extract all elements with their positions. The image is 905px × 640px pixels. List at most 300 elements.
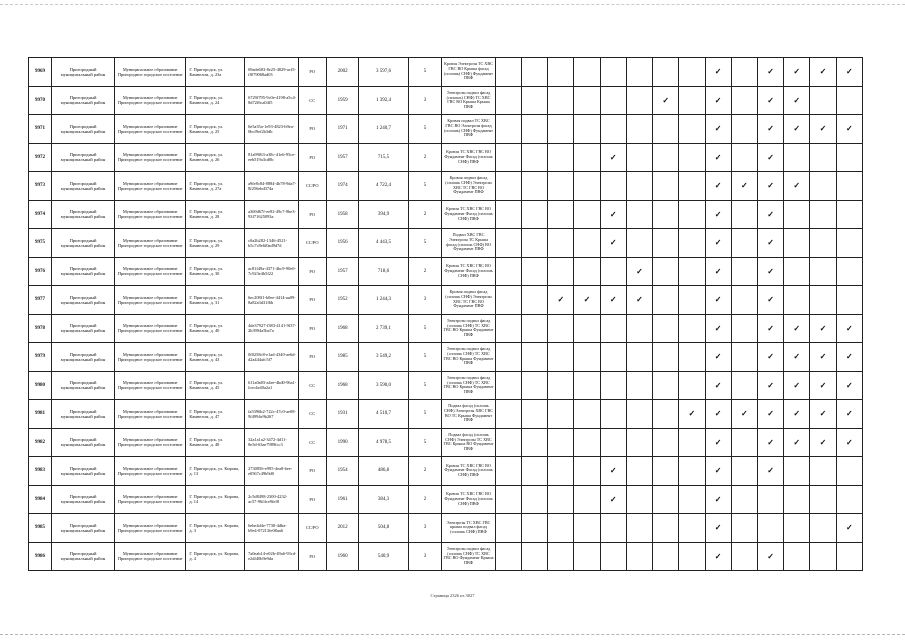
table-row xyxy=(29,115,863,144)
address-cell: Г. Пригородск, ул. Камнелом, д. 28 xyxy=(186,200,245,229)
empty-cell xyxy=(731,371,757,400)
area-cell: 486,8 xyxy=(359,457,408,486)
settlement-cell: Муниципальное образование Пригородное городское поселение xyxy=(115,514,186,543)
wall-type-cell: СС xyxy=(298,86,326,115)
empty-cell xyxy=(679,343,705,372)
check-mark-cell: ✓ xyxy=(600,286,626,315)
check-mark-cell: ✓ xyxy=(757,542,783,571)
floors-cell: 2 xyxy=(408,257,442,286)
empty-cell xyxy=(574,371,600,400)
floors-cell: 5 xyxy=(408,115,442,144)
row-number: 9977 xyxy=(29,286,52,315)
empty-cell xyxy=(626,514,652,543)
row-number: 9980 xyxy=(29,371,52,400)
check-mark-cell: ✓ xyxy=(757,428,783,457)
works-list-cell: Электроэн подвал фасад (сплошь СНФ) ТС ХВС ГВС ВО Крыша Фундамент ПВФ xyxy=(442,371,496,400)
house-id-cell: 611a0a83-a4ee-4bd0-96a1-fcec4e40a2a1 xyxy=(245,371,299,400)
empty-cell xyxy=(679,457,705,486)
wall-type-cell: РО xyxy=(298,314,326,343)
check-mark-cell: ✓ xyxy=(653,86,679,115)
check-mark-cell: ✓ xyxy=(705,172,731,201)
footer-stamp: Страница 2326 из 3027 xyxy=(430,593,475,598)
empty-cell xyxy=(600,371,626,400)
check-mark-cell: ✓ xyxy=(600,200,626,229)
settlement-cell: Муниципальное образование Пригородное городское поселение xyxy=(115,314,186,343)
settlement-cell: Муниципальное образование Пригородное городское поселение xyxy=(115,400,186,429)
area-cell: 4 443,5 xyxy=(359,229,408,258)
year-cell: 1990 xyxy=(326,428,359,457)
empty-cell xyxy=(495,485,521,514)
empty-cell xyxy=(521,229,547,258)
settlement-cell: Муниципальное образование Пригородное городское поселение xyxy=(115,172,186,201)
empty-cell xyxy=(495,371,521,400)
address-cell: Г. Пригородск, ул. Камнелом, д. 24 xyxy=(186,86,245,115)
check-mark-cell: ✓ xyxy=(705,514,731,543)
empty-cell xyxy=(548,343,574,372)
scan-edge-top xyxy=(0,4,905,5)
table-row xyxy=(29,542,863,571)
empty-cell xyxy=(679,428,705,457)
floors-cell: 2 xyxy=(408,200,442,229)
check-mark-cell: ✓ xyxy=(757,257,783,286)
row-number: 9983 xyxy=(29,457,52,486)
address-cell: Г. Пригородск, ул. Кирова, д. 4 xyxy=(186,542,245,571)
empty-cell xyxy=(548,172,574,201)
empty-cell xyxy=(653,286,679,315)
settlement-cell: Муниципальное образование Пригородное городское поселение xyxy=(115,457,186,486)
check-mark-cell: ✓ xyxy=(757,457,783,486)
empty-cell xyxy=(521,143,547,172)
table-row xyxy=(29,172,863,201)
empty-cell xyxy=(600,172,626,201)
empty-cell xyxy=(600,343,626,372)
empty-cell xyxy=(574,400,600,429)
empty-cell xyxy=(626,200,652,229)
settlement-cell: Муниципальное образование Пригородное городское поселение xyxy=(115,343,186,372)
empty-cell xyxy=(836,457,862,486)
empty-cell xyxy=(495,314,521,343)
empty-cell xyxy=(548,314,574,343)
area-cell: 4 978,5 xyxy=(359,428,408,457)
check-mark-cell: ✓ xyxy=(705,200,731,229)
empty-cell xyxy=(784,200,810,229)
check-mark-cell: ✓ xyxy=(757,400,783,429)
floors-cell: 2 xyxy=(408,143,442,172)
settlement-cell: Муниципальное образование Пригородное городское поселение xyxy=(115,257,186,286)
works-list-cell: Электроэн подвал фасад (сплошь СНФ) ТС ХВС ГВС ВО Крыша Фундамент ПВФ xyxy=(442,314,496,343)
empty-cell xyxy=(653,400,679,429)
wall-type-cell: РО xyxy=(298,200,326,229)
table-row xyxy=(29,485,863,514)
floors-cell: 5 xyxy=(408,172,442,201)
empty-cell xyxy=(626,542,652,571)
district-cell: Пригородный муниципальный район xyxy=(52,314,115,343)
floors-cell: 3 xyxy=(408,286,442,315)
check-mark-cell: ✓ xyxy=(705,257,731,286)
row-number: 9981 xyxy=(29,400,52,429)
check-mark-cell: ✓ xyxy=(836,343,862,372)
table-row xyxy=(29,86,863,115)
floors-cell: 2 xyxy=(408,457,442,486)
area-cell: 1 244,3 xyxy=(359,286,408,315)
empty-cell xyxy=(626,400,652,429)
check-mark-cell: ✓ xyxy=(705,58,731,87)
empty-cell xyxy=(521,200,547,229)
check-mark-cell: ✓ xyxy=(705,86,731,115)
empty-cell xyxy=(653,58,679,87)
check-mark-cell: ✓ xyxy=(548,286,574,315)
check-mark-cell: ✓ xyxy=(705,143,731,172)
district-cell: Пригородный муниципальный район xyxy=(52,143,115,172)
scan-edge-bottom xyxy=(0,634,905,635)
empty-cell xyxy=(626,172,652,201)
empty-cell xyxy=(521,514,547,543)
row-number: 9970 xyxy=(29,86,52,115)
settlement-cell: Муниципальное образование Пригородное городское поселение xyxy=(115,229,186,258)
empty-cell xyxy=(521,172,547,201)
empty-cell xyxy=(679,58,705,87)
settlement-cell: Муниципальное образование Пригородное городское поселение xyxy=(115,86,186,115)
check-mark-cell: ✓ xyxy=(836,428,862,457)
district-cell: Пригородный муниципальный район xyxy=(52,86,115,115)
year-cell: 1958 xyxy=(326,200,359,229)
house-id-cell: 32a1a1a2-3472-4d11-8e5d-63ae7989fcc3 xyxy=(245,428,299,457)
empty-cell xyxy=(731,229,757,258)
empty-cell xyxy=(731,542,757,571)
district-cell: Пригородный муниципальный район xyxy=(52,229,115,258)
wall-type-cell: РО xyxy=(298,115,326,144)
empty-cell xyxy=(653,115,679,144)
address-cell: Г. Пригородск, ул. Камнелом, д. 27а xyxy=(186,172,245,201)
empty-cell xyxy=(495,172,521,201)
check-mark-cell: ✓ xyxy=(757,229,783,258)
empty-cell xyxy=(574,542,600,571)
settlement-cell: Муниципальное образование Пригородное городское поселение xyxy=(115,542,186,571)
check-mark-cell: ✓ xyxy=(705,343,731,372)
year-cell: 1957 xyxy=(326,257,359,286)
empty-cell xyxy=(731,86,757,115)
empty-cell xyxy=(600,542,626,571)
empty-cell xyxy=(548,514,574,543)
floors-cell: 3 xyxy=(408,514,442,543)
check-mark-cell: ✓ xyxy=(705,485,731,514)
address-cell: Г. Пригородск, ул. Камнелом, д. 47 xyxy=(186,400,245,429)
empty-cell xyxy=(731,115,757,144)
row-number: 9979 xyxy=(29,343,52,372)
empty-cell xyxy=(653,485,679,514)
check-mark-cell: ✓ xyxy=(679,400,705,429)
check-mark-cell: ✓ xyxy=(757,58,783,87)
empty-cell xyxy=(836,229,862,258)
empty-cell xyxy=(810,143,836,172)
empty-cell xyxy=(731,343,757,372)
empty-cell xyxy=(626,485,652,514)
table-row xyxy=(29,514,863,543)
table-row xyxy=(29,343,863,372)
address-cell: Г. Пригородск, ул. Камнелом, д. 45 xyxy=(186,371,245,400)
empty-cell xyxy=(653,343,679,372)
address-cell: Г. Пригородск, ул. Кирова, д. 13 xyxy=(186,457,245,486)
empty-cell xyxy=(836,172,862,201)
works-list-cell: Кровля подвал фасад (сплошь СНФ) Электроэн ХВС ТС ГВС ВО Фундамент ПВФ xyxy=(442,172,496,201)
area-cell: 384,3 xyxy=(359,485,408,514)
empty-cell xyxy=(836,286,862,315)
empty-cell xyxy=(548,229,574,258)
empty-cell xyxy=(836,143,862,172)
address-cell: Г. Пригородск, ул. Камнелом, д. 23а xyxy=(186,58,245,87)
year-cell: 2012 xyxy=(326,514,359,543)
empty-cell xyxy=(810,86,836,115)
year-cell: 1974 xyxy=(326,172,359,201)
housing-register-table xyxy=(28,57,863,571)
area-cell: 4 722,4 xyxy=(359,172,408,201)
settlement-cell: Муниципальное образование Пригородное городское поселение xyxy=(115,143,186,172)
empty-cell xyxy=(626,428,652,457)
empty-cell xyxy=(810,514,836,543)
empty-cell xyxy=(626,115,652,144)
empty-cell xyxy=(548,86,574,115)
empty-cell xyxy=(784,143,810,172)
house-id-cell: 4de37927-f383-4141-9f37-2b3994a5ba7a xyxy=(245,314,299,343)
year-cell: 1957 xyxy=(326,143,359,172)
empty-cell xyxy=(731,58,757,87)
works-list-cell: Кровля ТС ХВС ГВС ВО Фундамент Фасад (сплошь СНФ) ПВФ xyxy=(442,257,496,286)
empty-cell xyxy=(548,400,574,429)
wall-type-cell: СС/РО xyxy=(298,229,326,258)
check-mark-cell: ✓ xyxy=(705,400,731,429)
check-mark-cell: ✓ xyxy=(600,485,626,514)
empty-cell xyxy=(521,86,547,115)
area-cell: 3 590,0 xyxy=(359,371,408,400)
empty-cell xyxy=(653,428,679,457)
empty-cell xyxy=(495,58,521,87)
check-mark-cell: ✓ xyxy=(600,229,626,258)
empty-cell xyxy=(679,229,705,258)
address-cell: Г. Пригородск, ул. Кирова, д. 3 xyxy=(186,514,245,543)
empty-cell xyxy=(731,314,757,343)
check-mark-cell: ✓ xyxy=(600,457,626,486)
district-cell: Пригородный муниципальный район xyxy=(52,457,115,486)
empty-cell xyxy=(626,229,652,258)
empty-cell xyxy=(495,229,521,258)
floors-cell: 2 xyxy=(408,485,442,514)
check-mark-cell: ✓ xyxy=(784,115,810,144)
empty-cell xyxy=(731,457,757,486)
empty-cell xyxy=(495,542,521,571)
address-cell: Г. Пригородск, ул. Камнелом, д. 43 xyxy=(186,343,245,372)
check-mark-cell: ✓ xyxy=(757,286,783,315)
works-list-cell: Подвал ХВС ГВС Электроэн ТС Крыша фасад (сплошь СНФ) ВО Фундамент ПВФ xyxy=(442,229,496,258)
empty-cell xyxy=(731,143,757,172)
wall-type-cell: РО xyxy=(298,58,326,87)
empty-cell xyxy=(574,485,600,514)
check-mark-cell: ✓ xyxy=(810,400,836,429)
check-mark-cell: ✓ xyxy=(731,400,757,429)
empty-cell xyxy=(495,115,521,144)
empty-cell xyxy=(679,86,705,115)
works-list-cell: Кровля подвал ТС ХВС ГВС ВО Электроэн фасад (сплошь) СНФ) Фундамент ПВФ xyxy=(442,115,496,144)
empty-cell xyxy=(731,428,757,457)
house-id-cell: 6729f795-9c0e-4198-a5c4-8d72f6ca04f5 xyxy=(245,86,299,115)
settlement-cell: Муниципальное образование Пригородное городское поселение xyxy=(115,286,186,315)
empty-cell xyxy=(731,485,757,514)
empty-cell xyxy=(495,200,521,229)
works-list-cell: Кровля ТС ХВС ГВС ВО Фундамент Фасад (сплошь СНФ) ПВФ xyxy=(442,143,496,172)
table-row xyxy=(29,200,863,229)
works-list-cell: Кровля ТС ХВС ГВС ВО Фундамент Фасад (сплошь СНФ) ПВФ xyxy=(442,200,496,229)
wall-type-cell: СС/РО xyxy=(298,172,326,201)
district-cell: Пригородный муниципальный район xyxy=(52,542,115,571)
empty-cell xyxy=(653,172,679,201)
year-cell: 1952 xyxy=(326,286,359,315)
check-mark-cell: ✓ xyxy=(784,58,810,87)
wall-type-cell: СС/РО xyxy=(298,514,326,543)
district-cell: Пригородный муниципальный район xyxy=(52,172,115,201)
works-list-cell: Подвал фасад (сплошь СНФ) Электроэн ХВС ГВС ВО ТС Крыша Фундамент ПВФ xyxy=(442,400,496,429)
house-id-cell: 69ade683-8e25-4829-acf5-ff079068ad03 xyxy=(245,58,299,87)
floors-cell: 5 xyxy=(408,229,442,258)
empty-cell xyxy=(600,314,626,343)
area-cell: 1 240,7 xyxy=(359,115,408,144)
empty-cell xyxy=(626,457,652,486)
house-id-cell: a9fe8c84-8884-4b78-9da7-8f256ebd374a xyxy=(245,172,299,201)
empty-cell xyxy=(784,485,810,514)
address-cell: Г. Пригородск, ул. Камнелом, д. 48 xyxy=(186,428,245,457)
address-cell: Г. Пригородск, ул. Камнелом, д. 25 xyxy=(186,115,245,144)
table-row xyxy=(29,229,863,258)
check-mark-cell: ✓ xyxy=(836,58,862,87)
district-cell: Пригородный муниципальный район xyxy=(52,115,115,144)
floors-cell: 5 xyxy=(408,400,442,429)
year-cell: 1954 xyxy=(326,457,359,486)
empty-cell xyxy=(836,257,862,286)
empty-cell xyxy=(653,514,679,543)
area-cell: 2 739,1 xyxy=(359,314,408,343)
district-cell: Пригородный муниципальный район xyxy=(52,200,115,229)
empty-cell xyxy=(521,485,547,514)
check-mark-cell: ✓ xyxy=(626,286,652,315)
empty-cell xyxy=(836,485,862,514)
empty-cell xyxy=(810,457,836,486)
area-cell: 3 549,2 xyxy=(359,343,408,372)
empty-cell xyxy=(574,314,600,343)
row-number: 9986 xyxy=(29,542,52,571)
empty-cell xyxy=(626,143,652,172)
settlement-cell: Муниципальное образование Пригородное городское поселение xyxy=(115,200,186,229)
address-cell: Г. Пригородск, ул. Камнелом, д. 40 xyxy=(186,314,245,343)
empty-cell xyxy=(679,115,705,144)
settlement-cell: Муниципальное образование Пригородное городское поселение xyxy=(115,58,186,87)
check-mark-cell: ✓ xyxy=(626,257,652,286)
empty-cell xyxy=(679,514,705,543)
empty-cell xyxy=(548,371,574,400)
check-mark-cell: ✓ xyxy=(836,514,862,543)
check-mark-cell: ✓ xyxy=(810,115,836,144)
year-cell: 1971 xyxy=(326,115,359,144)
area-cell: 394,9 xyxy=(359,200,408,229)
house-id-cell: 0f0258c8-e1ad-4340-ae6d-d2a444afc5f7 xyxy=(245,343,299,372)
empty-cell xyxy=(548,457,574,486)
row-number: 9982 xyxy=(29,428,52,457)
empty-cell xyxy=(810,172,836,201)
district-cell: Пригородный муниципальный район xyxy=(52,257,115,286)
house-id-cell: ac81f49a-4371-4bc9-90e0-7c923e4b5f22 xyxy=(245,257,299,286)
area-cell: 715,5 xyxy=(359,143,408,172)
empty-cell xyxy=(574,200,600,229)
empty-cell xyxy=(679,286,705,315)
row-number: 9975 xyxy=(29,229,52,258)
empty-cell xyxy=(495,286,521,315)
floors-cell: 3 xyxy=(408,542,442,571)
table-row xyxy=(29,400,863,429)
empty-cell xyxy=(600,58,626,87)
year-cell: 1959 xyxy=(326,86,359,115)
empty-cell xyxy=(521,371,547,400)
floors-cell: 5 xyxy=(408,371,442,400)
empty-cell xyxy=(600,400,626,429)
row-number: 9969 xyxy=(29,58,52,87)
table-row xyxy=(29,286,863,315)
wall-type-cell: РО xyxy=(298,457,326,486)
empty-cell xyxy=(626,58,652,87)
check-mark-cell: ✓ xyxy=(810,428,836,457)
empty-cell xyxy=(731,257,757,286)
check-mark-cell: ✓ xyxy=(810,343,836,372)
empty-cell xyxy=(679,485,705,514)
year-cell: 1956 xyxy=(326,229,359,258)
empty-cell xyxy=(495,428,521,457)
check-mark-cell: ✓ xyxy=(784,428,810,457)
check-mark-cell: ✓ xyxy=(705,314,731,343)
house-id-cell: 2c5d8498-2300-4232-ac57-96f4ce9fef8 xyxy=(245,485,299,514)
row-number: 9973 xyxy=(29,172,52,201)
empty-cell xyxy=(836,200,862,229)
empty-cell xyxy=(653,371,679,400)
check-mark-cell: ✓ xyxy=(731,172,757,201)
check-mark-cell: ✓ xyxy=(784,343,810,372)
empty-cell xyxy=(574,457,600,486)
house-id-cell: 7a0eab14-e02b-49a6-93cd-e2df40b9e9da xyxy=(245,542,299,571)
works-list-cell: Кровля подвал фасад (сплошь СНФ) Электроэн ХВС ТС ГВС ВО Фундамент ПВФ xyxy=(442,286,496,315)
house-id-cell: c0a2b282-1346-4521-b5c7c8e6f0ad9d7d xyxy=(245,229,299,258)
address-cell: Г. Пригородск, ул. Камнелом, д. 31 xyxy=(186,286,245,315)
area-cell: 504,8 xyxy=(359,514,408,543)
year-cell: 1931 xyxy=(326,400,359,429)
empty-cell xyxy=(784,257,810,286)
wall-type-cell: РО xyxy=(298,286,326,315)
empty-cell xyxy=(574,172,600,201)
address-cell: Г. Пригородск, ул. Камнелом, д. 26 xyxy=(186,143,245,172)
house-id-cell: 81a99f63-a38c-41e6-95ce-eeb519a3cd0b xyxy=(245,143,299,172)
empty-cell xyxy=(574,257,600,286)
empty-cell xyxy=(679,257,705,286)
empty-cell xyxy=(810,200,836,229)
empty-cell xyxy=(521,58,547,87)
empty-cell xyxy=(574,343,600,372)
check-mark-cell: ✓ xyxy=(705,542,731,571)
empty-cell xyxy=(679,172,705,201)
empty-cell xyxy=(810,257,836,286)
works-list-cell: Электроэн подвал фасад (сплошь СНФ) ТС ХВС ГВС ВО Крыша Фундамент ПВФ xyxy=(442,343,496,372)
register-rows xyxy=(29,58,863,571)
check-mark-cell: ✓ xyxy=(836,115,862,144)
wall-type-cell: СС xyxy=(298,428,326,457)
settlement-cell: Муниципальное образование Пригородное городское поселение xyxy=(115,371,186,400)
empty-cell xyxy=(679,542,705,571)
empty-cell xyxy=(626,314,652,343)
empty-cell xyxy=(548,257,574,286)
row-number: 9971 xyxy=(29,115,52,144)
